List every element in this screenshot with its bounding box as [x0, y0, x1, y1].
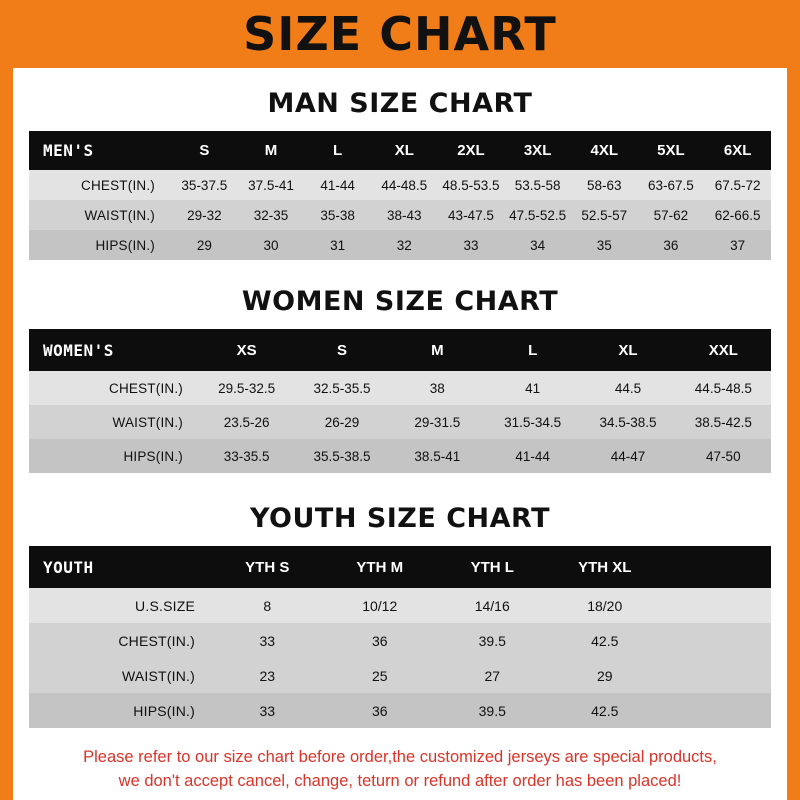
youth-chest-s: 33 — [211, 623, 324, 658]
table-row — [29, 200, 771, 230]
men-size-5xl: 5XL — [638, 131, 705, 170]
women-size-table — [29, 329, 771, 473]
men-size-s: S — [171, 131, 238, 170]
youth-waist-xl: 29 — [549, 658, 662, 693]
men-waist-5xl: 57-62 — [638, 200, 705, 230]
youth-size-l: YTH L — [436, 546, 549, 588]
women-size-xs: XS — [199, 329, 294, 371]
women-waist-xl: 34.5-38.5 — [580, 405, 675, 439]
men-waist-6xl: 62-66.5 — [704, 200, 771, 230]
youth-ussize-xl: 18/20 — [549, 588, 662, 623]
youth-size-m: YTH M — [324, 546, 437, 588]
men-size-2xl: 2XL — [438, 131, 505, 170]
women-size-l: L — [485, 329, 580, 371]
women-row-label-hips: HIPS(IN.) — [29, 439, 199, 473]
youth-chest-l: 39.5 — [436, 623, 549, 658]
men-waist-3xl: 47.5-52.5 — [504, 200, 571, 230]
men-chest-m: 37.5-41 — [238, 170, 305, 200]
youth-section-title: YOUTH SIZE CHART — [249, 503, 551, 534]
men-size-4xl: 4XL — [571, 131, 638, 170]
youth-row-label-ussize: U.S.SIZE — [29, 588, 211, 623]
women-chest-l: 41 — [485, 371, 580, 405]
women-waist-l: 31.5-34.5 — [485, 405, 580, 439]
women-waist-xxl: 38.5-42.5 — [676, 405, 771, 439]
men-waist-2xl: 43-47.5 — [438, 200, 505, 230]
youth-row-label-hips: HIPS(IN.) — [29, 693, 211, 728]
youth-chest-xl: 42.5 — [549, 623, 662, 658]
youth-size-s: YTH S — [211, 546, 324, 588]
women-chest-xs: 29.5-32.5 — [199, 371, 294, 405]
page-title: SIZE CHART — [243, 7, 557, 61]
youth-header-label: YOUTH — [29, 546, 211, 588]
men-hips-6xl: 37 — [704, 230, 771, 260]
banner — [0, 0, 800, 68]
youth-waist-l: 27 — [436, 658, 549, 693]
youth-size-xl: YTH XL — [549, 546, 662, 588]
men-hips-3xl: 34 — [504, 230, 571, 260]
men-chest-6xl: 67.5-72 — [704, 170, 771, 200]
men-chest-4xl: 58-63 — [571, 170, 638, 200]
youth-ussize-s: 8 — [211, 588, 324, 623]
men-row-label-waist: WAIST(IN.) — [29, 200, 171, 230]
youth-hips-l: 39.5 — [436, 693, 549, 728]
men-hips-l: 31 — [304, 230, 371, 260]
youth-row-spacer — [661, 693, 771, 728]
men-waist-l: 35-38 — [304, 200, 371, 230]
youth-waist-m: 25 — [324, 658, 437, 693]
women-waist-m: 29-31.5 — [390, 405, 485, 439]
men-hips-xl: 32 — [371, 230, 438, 260]
table-row — [29, 230, 771, 260]
women-row-label-waist: WAIST(IN.) — [29, 405, 199, 439]
women-row-label-chest: CHEST(IN.) — [29, 371, 199, 405]
men-header-label: MEN'S — [29, 131, 171, 170]
youth-row-spacer — [661, 588, 771, 623]
table-row — [29, 405, 771, 439]
footer-note — [26, 746, 774, 794]
men-chest-3xl: 53.5-58 — [504, 170, 571, 200]
table-row — [29, 693, 771, 728]
women-size-s: S — [294, 329, 389, 371]
women-hips-xs: 33-35.5 — [199, 439, 294, 473]
youth-row-spacer — [661, 623, 771, 658]
men-size-3xl: 3XL — [504, 131, 571, 170]
women-chest-xxl: 44.5-48.5 — [676, 371, 771, 405]
table-row — [29, 588, 771, 623]
women-chest-m: 38 — [390, 371, 485, 405]
women-hips-xxl: 47-50 — [676, 439, 771, 473]
men-waist-4xl: 52.5-57 — [571, 200, 638, 230]
youth-hips-s: 33 — [211, 693, 324, 728]
men-hips-s: 29 — [171, 230, 238, 260]
man-size-table — [29, 131, 771, 260]
men-chest-xl: 44-48.5 — [371, 170, 438, 200]
women-chest-xl: 44.5 — [580, 371, 675, 405]
men-hips-5xl: 36 — [638, 230, 705, 260]
youth-row-label-chest: CHEST(IN.) — [29, 623, 211, 658]
men-size-xl: XL — [371, 131, 438, 170]
women-hips-m: 38.5-41 — [390, 439, 485, 473]
youth-waist-s: 23 — [211, 658, 324, 693]
youth-chest-m: 36 — [324, 623, 437, 658]
men-size-6xl: 6XL — [704, 131, 771, 170]
youth-hips-xl: 42.5 — [549, 693, 662, 728]
man-section-title: MAN SIZE CHART — [267, 88, 533, 119]
men-row-label-chest: CHEST(IN.) — [29, 170, 171, 200]
men-chest-l: 41-44 — [304, 170, 371, 200]
men-waist-xl: 38-43 — [371, 200, 438, 230]
table-row — [29, 623, 771, 658]
men-chest-5xl: 63-67.5 — [638, 170, 705, 200]
men-hips-2xl: 33 — [438, 230, 505, 260]
table-header-row — [29, 131, 771, 170]
table-header-row — [29, 546, 771, 588]
men-waist-s: 29-32 — [171, 200, 238, 230]
youth-size-table — [29, 546, 771, 728]
men-hips-4xl: 35 — [571, 230, 638, 260]
table-row — [29, 371, 771, 405]
table-header-row — [29, 329, 771, 371]
youth-hips-m: 36 — [324, 693, 437, 728]
women-hips-l: 41-44 — [485, 439, 580, 473]
youth-row-label-waist: WAIST(IN.) — [29, 658, 211, 693]
youth-header-spacer — [661, 546, 771, 588]
men-size-l: L — [304, 131, 371, 170]
men-chest-2xl: 48.5-53.5 — [438, 170, 505, 200]
women-size-xxl: XXL — [676, 329, 771, 371]
table-row — [29, 170, 771, 200]
youth-ussize-l: 14/16 — [436, 588, 549, 623]
men-waist-m: 32-35 — [238, 200, 305, 230]
footer-line-1: Please refer to our size chart before order,the customized jerseys are special products, — [83, 748, 717, 766]
men-hips-m: 30 — [238, 230, 305, 260]
women-waist-s: 26-29 — [294, 405, 389, 439]
women-header-label: WOMEN'S — [29, 329, 199, 371]
youth-row-spacer — [661, 658, 771, 693]
women-waist-xs: 23.5-26 — [199, 405, 294, 439]
women-size-m: M — [390, 329, 485, 371]
footer-line-2: we don't accept cancel, change, teturn or refund after order has been placed! — [118, 771, 682, 790]
women-size-xl: XL — [580, 329, 675, 371]
women-hips-s: 35.5-38.5 — [294, 439, 389, 473]
women-hips-xl: 44-47 — [580, 439, 675, 473]
women-section-title: WOMEN SIZE CHART — [241, 286, 559, 317]
table-row — [29, 439, 771, 473]
youth-ussize-m: 10/12 — [324, 588, 437, 623]
women-chest-s: 32.5-35.5 — [294, 371, 389, 405]
table-row — [29, 658, 771, 693]
men-size-m: M — [238, 131, 305, 170]
men-row-label-hips: HIPS(IN.) — [29, 230, 171, 260]
men-chest-s: 35-37.5 — [171, 170, 238, 200]
